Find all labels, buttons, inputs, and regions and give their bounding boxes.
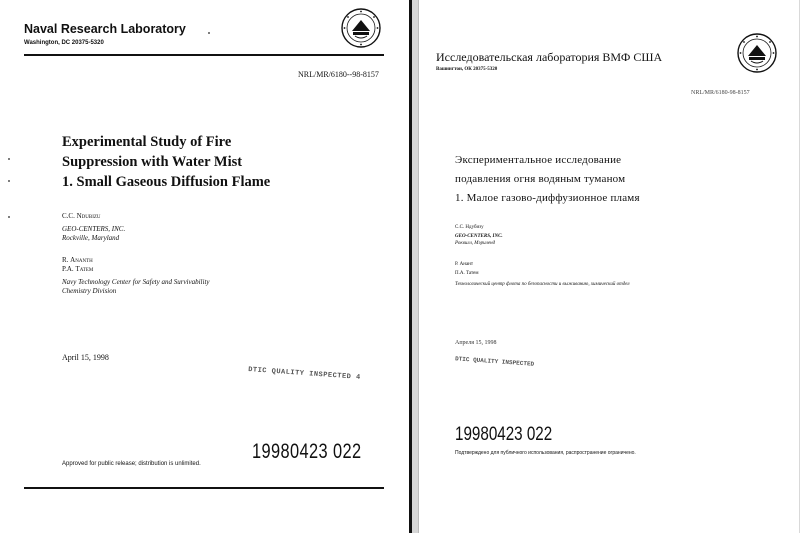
translated-cover-page <box>418 0 800 533</box>
org-1-line-1: GEO-CENTERS, INC. <box>62 225 126 233</box>
title-ru-line-3: 1. Малое газово-диффузионное пламя <box>455 192 640 204</box>
report-number: NRL/MR/6180--98-8157 <box>298 70 379 79</box>
org-1-line-1-ru: GEO-CENTERS, INC. <box>455 234 503 239</box>
accession-number-ru: 19980423 022 <box>455 424 553 445</box>
release-statement: Approved for public release; distribution is unlimited. <box>62 461 201 467</box>
navy-seal-icon <box>737 33 777 73</box>
title-ru-line-1: Экспериментальное исследование <box>455 154 622 166</box>
quality-stamp-ru: DTIC QUALITY INSPECTED <box>454 355 535 368</box>
navy-seal-icon <box>341 8 381 48</box>
title-ru-line-2: подавления огня водяным туманом <box>455 173 626 185</box>
footer-rule <box>24 487 384 489</box>
author-2-ru: Р. Анант <box>455 262 474 267</box>
author-1-ru: С.С. Ндубизу <box>455 225 484 230</box>
author-3-ru: П.А. Татем <box>455 271 479 276</box>
lab-address-ru: Вашингтон, ОК 20375-5320 <box>436 67 498 72</box>
author-1: C.C. Ndubizu <box>62 212 101 220</box>
author-3: P.A. Tatem <box>62 265 94 273</box>
report-number-ru: NRL/MR/6180-98-8157 <box>691 90 750 96</box>
lab-name-ru: Исследовательская лаборатория ВМФ США <box>436 50 663 64</box>
report-date-ru: Апреля 15, 1998 <box>455 340 497 346</box>
accession-number: 19980423 022 <box>252 440 362 463</box>
title-line-1: Experimental Study of Fire <box>62 134 232 150</box>
org-1-line-2-ru: Роквилл, Мэриленд <box>455 241 496 246</box>
author-2: R. Ananth <box>62 256 93 264</box>
org-2-line-1: Navy Technology Center for Safety and Survivability <box>62 278 210 286</box>
scan-speck <box>8 180 10 182</box>
org-2-line-2: Chemistry Division <box>62 287 117 295</box>
header-rule <box>24 54 384 56</box>
report-date: April 15, 1998 <box>62 353 109 362</box>
org-2-ru: Технологический центр флота по безопасности и выживанию, химический отдел <box>455 282 630 287</box>
title-line-3: 1. Small Gaseous Diffusion Flame <box>62 174 271 190</box>
release-statement-ru: Подтверждено для публичного использования, распространение ограничено. <box>455 450 636 456</box>
scan-speck <box>208 32 210 34</box>
lab-name: Naval Research Laboratory <box>24 22 186 36</box>
lab-address: Washington, DC 20375-5320 <box>24 40 104 46</box>
scan-speck <box>8 216 10 218</box>
quality-stamp: DTIC QUALITY INSPECTED 4 <box>247 366 361 382</box>
org-1-line-2: Rockville, Maryland <box>62 234 120 242</box>
scan-speck <box>8 158 10 160</box>
title-line-2: Suppression with Water Mist <box>62 154 243 170</box>
